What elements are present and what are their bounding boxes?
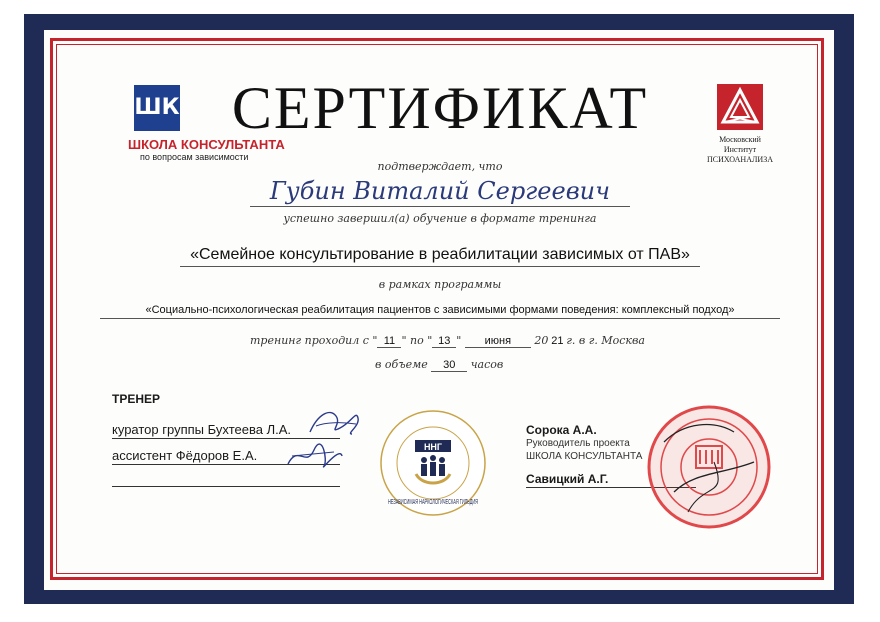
signers-block [526,424,642,463]
psychoanalysis-institute-icon [717,84,763,130]
course-title: «Семейное консультирование в реабилитации зависимых от ПАВ» [180,246,700,267]
date-month: июня [465,335,531,348]
date-year: 21 [551,335,564,347]
dates-prefix: тренинг проходил с " [250,334,378,347]
curator-name: куратор группы Бухтеева Л.А. [112,422,291,437]
dates-line [250,334,650,348]
guild-abbr: НHГ [423,442,443,452]
dates-mid2: " [456,334,462,347]
confirms-text: подтверждает, что [377,160,503,173]
trainer-heading: ТРЕНЕР [112,392,161,406]
dates-mid: " по " [401,334,433,347]
signer-savitsky: Савицкий А.Г. [526,472,696,488]
certificate-title: СЕРТИФИКАТ [231,75,649,141]
blank-signature-line [112,486,340,487]
shk-logo-icon: ШК [134,85,180,131]
dates-suffix: г. в г. Москва [566,334,645,347]
recipient-name: Губин Виталий Сергеевич [250,176,630,207]
institute-line-3: ПСИХОАНАЛИЗА [707,155,773,164]
volume-hours: 30 [431,359,467,372]
signer-soroka: Сорока А.А. [526,423,597,437]
signer-role-2: ШКОЛА КОНСУЛЬТАНТА [526,451,643,462]
within-text: в рамках программы [378,278,502,291]
institute-line-1: Московский [719,135,761,144]
school-name: ШКОЛА КОНСУЛЬТАНТА [128,137,285,152]
program-title: «Социально-психологическая реабилитация пациентов с зависимыми формами поведения: комплексный подход» [100,304,780,319]
stamp-icon [644,402,774,532]
year-prefix: 20 [534,334,549,347]
signature-icon [306,404,362,440]
guild-ring-text: НЕЗАВИСИМАЯ НАРКОЛОГИЧЕСКАЯ ГИЛЬДИЯ [388,499,478,506]
volume-line [375,358,575,372]
date-from: 11 [377,335,401,348]
completed-text: успешно завершил(а) обучение в формате тренинга [283,212,597,225]
volume-suffix: часов [470,358,504,371]
school-subtitle: по вопросам зависимости [140,152,249,162]
signer-role-1: Руководитель проекта [526,438,630,449]
assistant-name: ассистент Фёдоров Е.А. [112,448,258,463]
volume-prefix: в объеме [375,358,428,371]
signature-icon [284,438,346,472]
date-to: 13 [432,335,456,348]
institute-line-2: Институт [723,145,757,154]
guild-emblem-icon [378,408,488,518]
institute-logo [685,84,795,165]
